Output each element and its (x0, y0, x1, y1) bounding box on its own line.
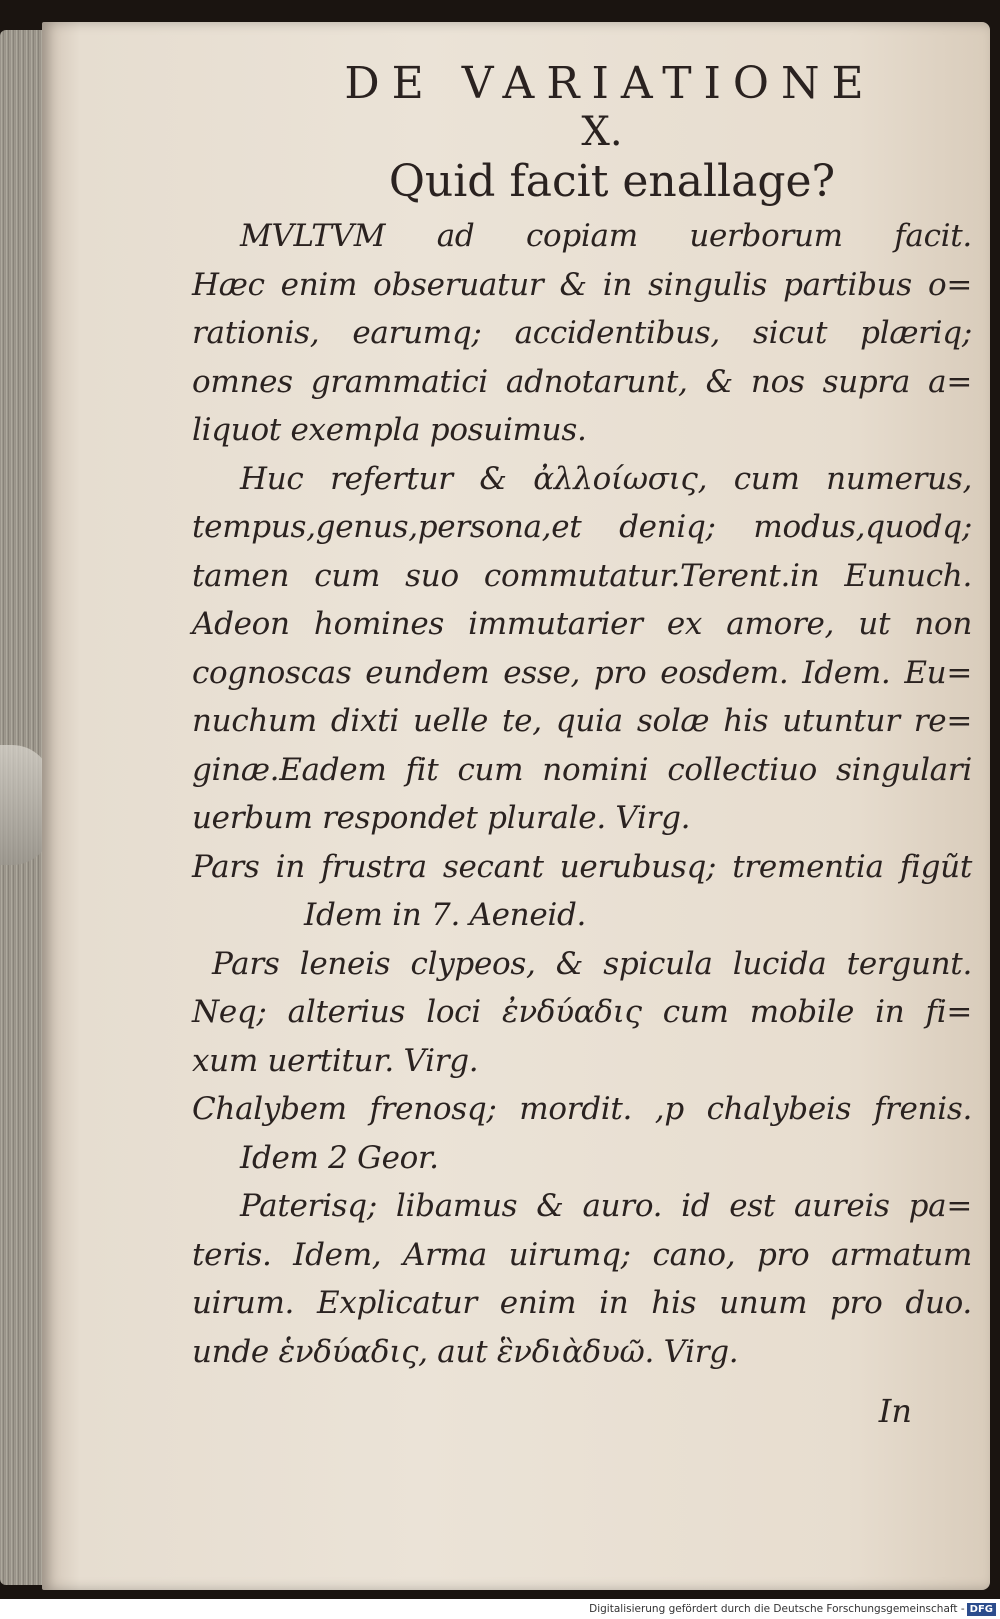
text-line: MVLTVM ad copiam uerborum facit. (240, 218, 972, 254)
text-line: uerbum respondet plurale. Virg. (192, 800, 691, 836)
text-line: unde ἑνδύαδις, aut ἓνδιὰδυῶ. Virg. (192, 1333, 739, 1370)
text-line: Paterisq; libamus & auro. id est aureis pa= (240, 1188, 972, 1224)
body-text (192, 212, 972, 1376)
text-line: Hæc enim obseruatur & in singulis partibus o= (192, 266, 972, 303)
text-line: Idem 2 Geor. (240, 1139, 439, 1176)
text-line: Adeon homines immutarier ex amore, ut non (192, 606, 972, 642)
catchword: In (878, 1392, 912, 1430)
digitization-footer (0, 1599, 1000, 1619)
footer-credit-text: Digitalisierung gefördert durch die Deutsche Forschungsgemeinschaft - (589, 1603, 965, 1615)
text-line: rationis, earumq; accidentibus, sicut plæriq; (192, 315, 972, 351)
text-line: tempus,genus,persona,et deniq; modus,quodq; (192, 509, 972, 545)
text-line: Pars leneis clypeos, & spicula lucida tergunt. (212, 945, 972, 982)
text-line: uirum. Explicatur enim in his unum pro duo. (192, 1285, 972, 1321)
chapter-number: X. (581, 109, 623, 155)
text-line: cognoscas eundem esse, pro eosdem. Idem. Eu= (192, 654, 972, 691)
book-page (42, 22, 990, 1590)
text-line: teris. Idem, Arma uirumq; cano, pro armatum (192, 1236, 972, 1273)
text-line: tamen cum suo commutatur.Terent.in Eunuch. (192, 557, 972, 594)
text-line: Huc refertur & ἀλλοίωσις, cum numerus, (240, 460, 972, 497)
text-line: Chalybem frenosq; mordit. ,p chalybeis frenis. (192, 1091, 972, 1127)
section-title: Quid facit enallage? (388, 156, 836, 207)
text-line: liquot exempla posuimus. (192, 412, 587, 448)
text-line: Neq; alterius loci ἐνδύαδις cum mobile in fi= (192, 994, 972, 1030)
running-header: DE VARIATIONE (344, 58, 876, 109)
dfg-logo: DFG (967, 1603, 996, 1616)
text-line: ginæ.Eadem fit cum nomini collectiuo singulari (192, 751, 972, 788)
text-line: Idem in 7. Aeneid. (304, 897, 587, 933)
text-line: Pars in frustra secant uerubusq; trementia figũt (192, 848, 972, 885)
text-line: omnes grammatici adnotarunt, & nos supra a= (192, 363, 972, 400)
text-line: xum uertitur. Virg. (192, 1042, 479, 1079)
page-text-block (192, 58, 972, 1376)
text-line: nuchum dixti uelle te, quia solæ his utuntur re= (192, 703, 972, 739)
